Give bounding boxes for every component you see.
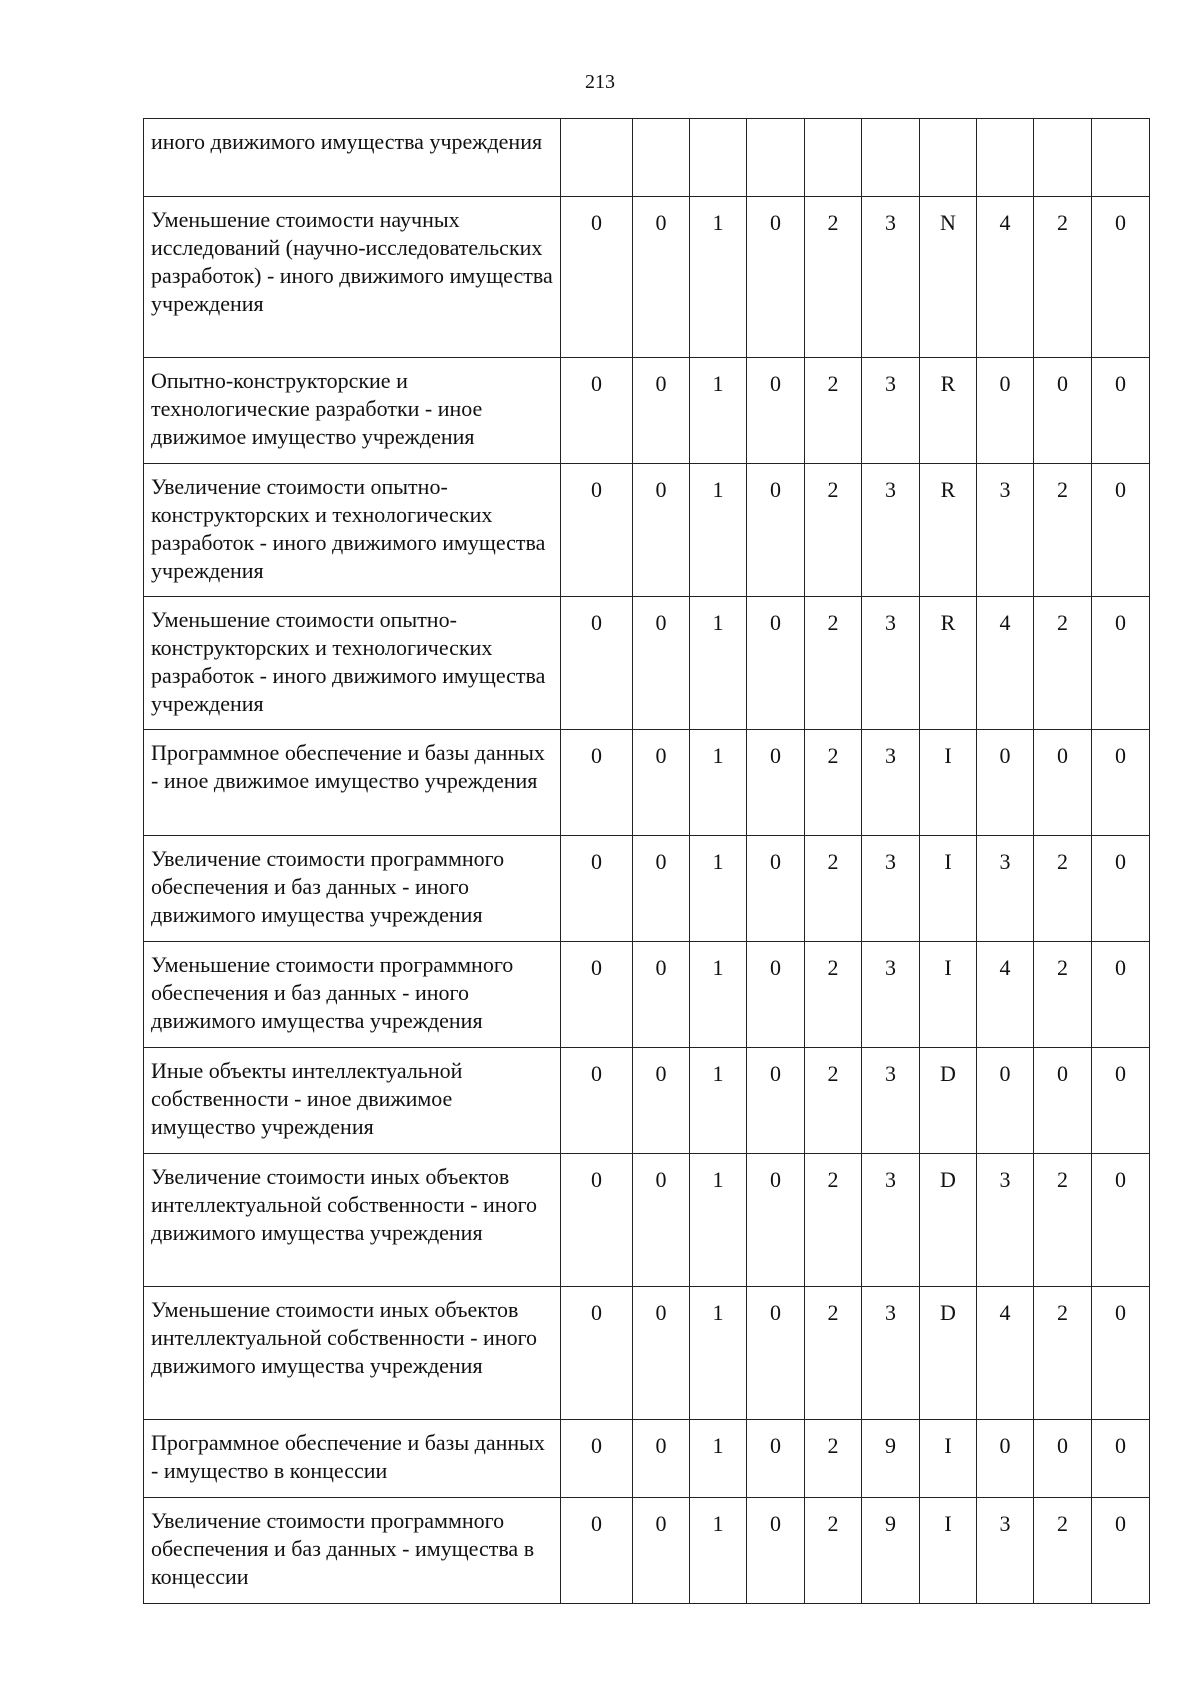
code-digit-7: D [920, 1048, 977, 1154]
code-digit-4 [747, 119, 805, 197]
code-digit-10: 0 [1092, 836, 1150, 942]
row-description: Увеличение стоимости опытно-конструкторских и технологических разработок - иного движимого имущества учреждения [144, 464, 561, 597]
code-digit-8: 0 [977, 1420, 1034, 1498]
code-digit-3: 1 [690, 358, 747, 464]
code-digit-10: 0 [1092, 1420, 1150, 1498]
code-digit-10: 0 [1092, 1498, 1150, 1604]
row-description: Уменьшение стоимости научных исследований (научно-исследовательских разработок) - иного движимого имущества учреждения [144, 197, 561, 358]
code-digit-7: D [920, 1154, 977, 1287]
code-digit-9: 2 [1034, 1154, 1092, 1287]
code-digit-6: 9 [862, 1420, 920, 1498]
code-digit-5: 2 [805, 730, 862, 836]
row-description: Увеличение стоимости программного обеспечения и баз данных - имущества в концессии [144, 1498, 561, 1604]
code-digit-2: 0 [633, 1048, 690, 1154]
code-digit-3: 1 [690, 730, 747, 836]
code-digit-4: 0 [747, 1154, 805, 1287]
code-digit-4: 0 [747, 358, 805, 464]
code-digit-10: 0 [1092, 197, 1150, 358]
code-digit-8: 3 [977, 1498, 1034, 1604]
code-digit-10: 0 [1092, 942, 1150, 1048]
code-digit-6 [862, 119, 920, 197]
row-description: Иные объекты интеллектуальной собственности - иное движимое имущество учреждения [144, 1048, 561, 1154]
code-digit-8: 4 [977, 197, 1034, 358]
code-digit-6: 3 [862, 1048, 920, 1154]
code-digit-3: 1 [690, 1420, 747, 1498]
table-row [144, 464, 1150, 597]
code-digit-7: N [920, 197, 977, 358]
row-description: Программное обеспечение и базы данных - имущество в концессии [144, 1420, 561, 1498]
code-digit-3: 1 [690, 1287, 747, 1420]
table-row [144, 1420, 1150, 1498]
code-digit-7 [920, 119, 977, 197]
row-description: Опытно-конструкторские и технологические разработки - иное движимое имущество учреждения [144, 358, 561, 464]
code-digit-5: 2 [805, 464, 862, 597]
code-digit-10: 0 [1092, 597, 1150, 730]
table-row [144, 197, 1150, 358]
row-description: Уменьшение стоимости иных объектов интеллектуальной собственности - иного движимого имущества учреждения [144, 1287, 561, 1420]
code-digit-7: R [920, 358, 977, 464]
code-digit-7: D [920, 1287, 977, 1420]
code-digit-2: 0 [633, 197, 690, 358]
code-digit-8 [977, 119, 1034, 197]
code-digit-6: 3 [862, 836, 920, 942]
code-digit-5: 2 [805, 597, 862, 730]
code-digit-3 [690, 119, 747, 197]
row-description: Увеличение стоимости программного обеспечения и баз данных - иного движимого имущества учреждения [144, 836, 561, 942]
code-digit-10: 0 [1092, 1048, 1150, 1154]
code-digit-9: 2 [1034, 942, 1092, 1048]
code-digit-1: 0 [561, 358, 633, 464]
code-digit-4: 0 [747, 730, 805, 836]
code-digit-1: 0 [561, 1420, 633, 1498]
code-digit-8: 4 [977, 597, 1034, 730]
code-digit-3: 1 [690, 1048, 747, 1154]
code-digit-2: 0 [633, 1498, 690, 1604]
row-description: иного движимого имущества учреждения [144, 119, 561, 197]
code-digit-9: 2 [1034, 836, 1092, 942]
account-codes-table [143, 118, 1150, 1604]
code-digit-3: 1 [690, 197, 747, 358]
code-digit-2: 0 [633, 730, 690, 836]
code-digit-8: 4 [977, 942, 1034, 1048]
code-digit-9: 2 [1034, 1498, 1092, 1604]
code-digit-5 [805, 119, 862, 197]
code-digit-1 [561, 119, 633, 197]
code-digit-9: 2 [1034, 197, 1092, 358]
code-digit-5: 2 [805, 836, 862, 942]
code-digit-3: 1 [690, 1498, 747, 1604]
code-digit-2: 0 [633, 1420, 690, 1498]
code-digit-6: 3 [862, 1154, 920, 1287]
code-digit-4: 0 [747, 836, 805, 942]
code-digit-8: 3 [977, 1154, 1034, 1287]
code-digit-2: 0 [633, 464, 690, 597]
code-digit-4: 0 [747, 597, 805, 730]
table-row [144, 836, 1150, 942]
code-digit-9: 0 [1034, 358, 1092, 464]
table-row [144, 597, 1150, 730]
code-digit-7: I [920, 1498, 977, 1604]
table-row [144, 1498, 1150, 1604]
code-digit-9 [1034, 119, 1092, 197]
code-digit-8: 0 [977, 358, 1034, 464]
code-digit-1: 0 [561, 197, 633, 358]
code-digit-9: 2 [1034, 1287, 1092, 1420]
code-digit-3: 1 [690, 1154, 747, 1287]
code-digit-3: 1 [690, 942, 747, 1048]
table-row [144, 942, 1150, 1048]
code-digit-1: 0 [561, 1154, 633, 1287]
code-digit-6: 3 [862, 464, 920, 597]
row-description: Программное обеспечение и базы данных - иное движимое имущество учреждения [144, 730, 561, 836]
code-digit-7: I [920, 730, 977, 836]
code-digit-10 [1092, 119, 1150, 197]
code-digit-8: 0 [977, 1048, 1034, 1154]
code-digit-3: 1 [690, 597, 747, 730]
row-description: Увеличение стоимости иных объектов интеллектуальной собственности - иного движимого имущества учреждения [144, 1154, 561, 1287]
code-digit-7: R [920, 597, 977, 730]
page-number: 213 [585, 71, 615, 93]
table-row [144, 119, 1150, 197]
code-digit-4: 0 [747, 1048, 805, 1154]
code-digit-4: 0 [747, 1498, 805, 1604]
code-digit-8: 0 [977, 730, 1034, 836]
code-digit-2: 0 [633, 358, 690, 464]
code-digit-4: 0 [747, 464, 805, 597]
code-digit-1: 0 [561, 836, 633, 942]
table-row [144, 1048, 1150, 1154]
code-digit-2: 0 [633, 1287, 690, 1420]
code-digit-1: 0 [561, 730, 633, 836]
code-digit-1: 0 [561, 1498, 633, 1604]
code-digit-3: 1 [690, 836, 747, 942]
table-row [144, 1287, 1150, 1420]
code-digit-5: 2 [805, 942, 862, 1048]
code-digit-6: 9 [862, 1498, 920, 1604]
code-digit-6: 3 [862, 942, 920, 1048]
code-digit-7: R [920, 464, 977, 597]
code-digit-2: 0 [633, 942, 690, 1048]
code-digit-2: 0 [633, 836, 690, 942]
code-digit-6: 3 [862, 597, 920, 730]
code-digit-9: 2 [1034, 464, 1092, 597]
code-digit-4: 0 [747, 942, 805, 1048]
code-digit-8: 4 [977, 1287, 1034, 1420]
code-digit-1: 0 [561, 1048, 633, 1154]
code-digit-9: 0 [1034, 1048, 1092, 1154]
code-digit-8: 3 [977, 464, 1034, 597]
code-digit-4: 0 [747, 197, 805, 358]
code-digit-4: 0 [747, 1420, 805, 1498]
code-digit-5: 2 [805, 1498, 862, 1604]
table-row [144, 1154, 1150, 1287]
code-digit-10: 0 [1092, 1287, 1150, 1420]
row-description: Уменьшение стоимости программного обеспечения и баз данных - иного движимого имущества учреждения [144, 942, 561, 1048]
code-digit-5: 2 [805, 1287, 862, 1420]
code-digit-5: 2 [805, 1420, 862, 1498]
table-row [144, 358, 1150, 464]
code-digit-5: 2 [805, 197, 862, 358]
code-digit-9: 2 [1034, 597, 1092, 730]
code-digit-10: 0 [1092, 1154, 1150, 1287]
code-digit-7: I [920, 836, 977, 942]
code-digit-6: 3 [862, 197, 920, 358]
table-body [144, 119, 1150, 1604]
code-digit-5: 2 [805, 358, 862, 464]
code-digit-10: 0 [1092, 358, 1150, 464]
code-digit-3: 1 [690, 464, 747, 597]
code-digit-2: 0 [633, 597, 690, 730]
code-digit-1: 0 [561, 597, 633, 730]
code-digit-1: 0 [561, 1287, 633, 1420]
code-digit-7: I [920, 942, 977, 1048]
code-digit-6: 3 [862, 358, 920, 464]
code-digit-5: 2 [805, 1048, 862, 1154]
table-row [144, 730, 1150, 836]
code-digit-6: 3 [862, 1287, 920, 1420]
code-digit-9: 0 [1034, 1420, 1092, 1498]
code-digit-10: 0 [1092, 730, 1150, 836]
code-digit-5: 2 [805, 1154, 862, 1287]
code-digit-2 [633, 119, 690, 197]
code-digit-8: 3 [977, 836, 1034, 942]
code-digit-1: 0 [561, 464, 633, 597]
code-digit-6: 3 [862, 730, 920, 836]
code-digit-7: I [920, 1420, 977, 1498]
code-digit-10: 0 [1092, 464, 1150, 597]
row-description: Уменьшение стоимости опытно-конструкторских и технологических разработок - иного движимого имущества учреждения [144, 597, 561, 730]
code-digit-4: 0 [747, 1287, 805, 1420]
code-digit-2: 0 [633, 1154, 690, 1287]
code-digit-1: 0 [561, 942, 633, 1048]
code-digit-9: 0 [1034, 730, 1092, 836]
